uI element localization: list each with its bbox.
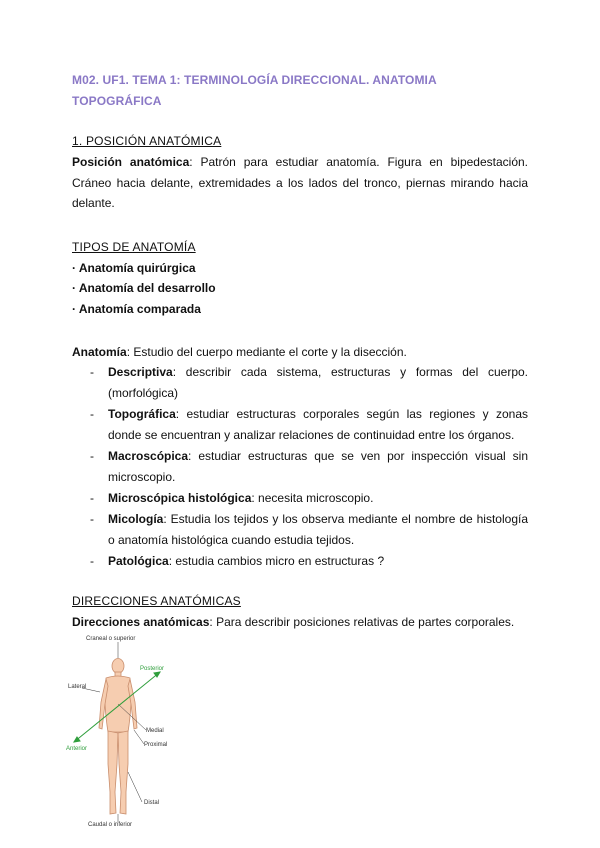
title-line-2: TOPOGRÁFICA xyxy=(72,94,162,108)
list-item-term: Micología xyxy=(108,512,164,526)
paragraph-direcciones xyxy=(72,612,528,633)
term-anatomia: Anatomía xyxy=(72,345,127,359)
paragraph-posicion xyxy=(72,152,528,214)
list-item-text: : estudiar estructuras que se ven por inspección visual sin microscopio. xyxy=(108,449,528,484)
human-figure xyxy=(99,659,137,815)
list-item: · Anatomía comparada xyxy=(72,302,201,316)
label-proximal: Proximal xyxy=(144,742,168,748)
list-item-text: : describir cada sistema, estructuras y formas del cuerpo. (morfológica) xyxy=(108,365,528,400)
term-posicion: Posición anatómica xyxy=(72,155,190,169)
list-item xyxy=(90,362,528,403)
paragraph-anatomia xyxy=(72,342,528,363)
bullet-dash: - xyxy=(90,365,94,379)
section-heading-posicion: 1. POSICIÓN ANATÓMICA xyxy=(72,134,222,148)
bullet-dash: - xyxy=(90,512,94,526)
section-heading-direcciones: DIRECCIONES ANATÓMICAS xyxy=(72,594,241,608)
label-anterior: Anterior xyxy=(66,746,88,752)
list-item-term: Microscópica histológica xyxy=(108,491,252,505)
list-item-term: Descriptiva xyxy=(108,365,173,379)
list-item xyxy=(90,488,528,509)
label-medial: Medial xyxy=(146,728,164,734)
list-item-term: Patológica xyxy=(108,554,169,568)
label-craneal: Craneal o superior xyxy=(86,636,136,642)
label-lateral: Lateral xyxy=(68,684,87,690)
list-item-text: : estudiar estructuras corporales según las regiones y zonas donde se encuentran y analizar relaciones de continuidad entre los órganos. xyxy=(108,407,528,442)
title-line-1: M02. UF1. TEMA 1: TERMINOLOGÍA DIRECCIONAL. ANATOMIA xyxy=(72,73,437,87)
list-item xyxy=(90,509,528,550)
label-distal: Distal xyxy=(144,800,160,806)
list-item-text: : Estudia los tejidos y los observa mediante el nombre de histología o anatomía histológica cuando estudia tejidos. xyxy=(108,512,528,547)
list-item: · Anatomía del desarrollo xyxy=(72,281,216,295)
text-anatomia: : Estudio del cuerpo mediante el corte y la disección. xyxy=(126,345,407,359)
anatomical-directions-figure xyxy=(62,632,174,828)
list-item-term: Topográfica xyxy=(108,407,176,421)
list-item xyxy=(90,551,528,572)
text-posicion: : Patrón para estudiar anatomía. Figura en bipedestación. Cráneo hacia delante, extremidades a los lados del tronco, piernas mirando hacia delante. xyxy=(72,155,529,210)
list-item-term: Macroscópica xyxy=(108,449,189,463)
list-item-text: : estudia cambios micro en estructuras ? xyxy=(168,554,385,568)
document-title xyxy=(72,70,492,112)
term-direcciones: Direcciones anatómicas xyxy=(72,615,210,629)
body-diagram xyxy=(62,632,174,828)
label-caudal: Caudal o inferior xyxy=(88,822,133,828)
list-item: · Anatomía quirúrgica xyxy=(72,261,196,275)
bullet-dash: - xyxy=(90,554,94,568)
label-posterior: Posterior xyxy=(140,666,165,672)
bullet-dash: - xyxy=(90,491,94,505)
bullet-dash: - xyxy=(90,407,94,421)
bullet-dash: - xyxy=(90,449,94,463)
text-direcciones: : Para describir posiciones relativas de partes corporales. xyxy=(209,615,515,629)
list-item xyxy=(90,404,528,445)
list-item-text: : necesita microscopio. xyxy=(251,491,374,505)
list-item xyxy=(90,446,528,487)
section-heading-tipos: TIPOS DE ANATOMÍA xyxy=(72,240,196,254)
